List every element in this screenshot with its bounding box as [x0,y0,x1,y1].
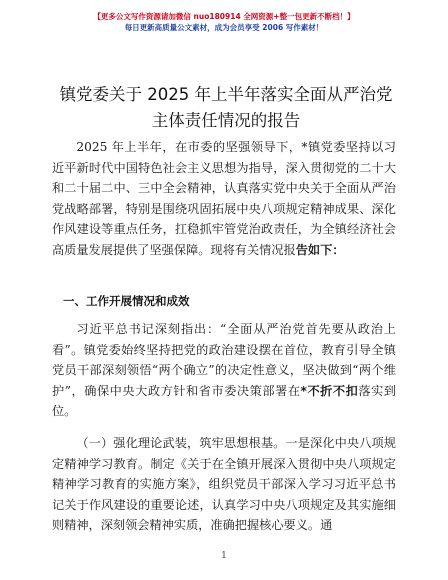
banner-line-2: 每日更新高质量公文素材，成为会员享受 2006 写作素材！ [124,23,324,32]
document-title: 镇党委关于 2025 年上半年落实全面从严治党主体责任情况的报告 [59,85,393,130]
banner-line-1: 【更多公文写作资源请加微信 nuo180914 全网资源+整一包更新不断档！】 [93,12,355,21]
intro-bold-tail: 告如下： [295,242,345,257]
section-paragraph-a [52,319,396,422]
para-a-text: 习近平总书记深刻指出：“全面从严治党首先要从政治上看”。镇党委始终坚持把党的政治建设摆在首位，教育引导全镇党员干部深刻领悟“两个确立”的决定性意义，坚决做到“两个维护”，确保中央大政方针和省市委决策部署在 [52,322,396,398]
section-paragraph-b [52,433,396,536]
page-number: 1 [221,551,227,561]
section-heading: 一、工作开展情况和成效 [63,294,190,308]
para-a-bold: *不折不扣 [300,383,359,398]
intro-paragraph [52,137,396,261]
header-banner [0,11,448,34]
intro-text: 2025 年上半年，在市委的坚强领导下，*镇党委坚持以习近平新时代中国特色社会主义思想为指导，深入贯彻党的二十大和二十届二中、三中全会精神，认真落实党中央关于全面从严治党战略部署，特别是围绕巩固拓展中央八项规定精神成果、深化作风建设等重点任务，扛稳抓牢管党治政责任，为全镇经济社会高质量发展提供了坚强保障。现将有关情况报 [52,140,396,257]
para-b-text: （一）强化理论武装，筑牢思想根基。一是深化中央八项规定精神学习教育。制定《关于在全镇开展深入贯彻中央八项规定精神学习教育的实施方案》，组织党员干部深入学习习近平总书记关于作风建设的重要论述，认真学习中央八项规定及其实施细则精神，深刻领会精神实质，准确把握核心要义。通 [52,436,396,533]
para-a-tail: 落实到位。 [52,383,396,419]
